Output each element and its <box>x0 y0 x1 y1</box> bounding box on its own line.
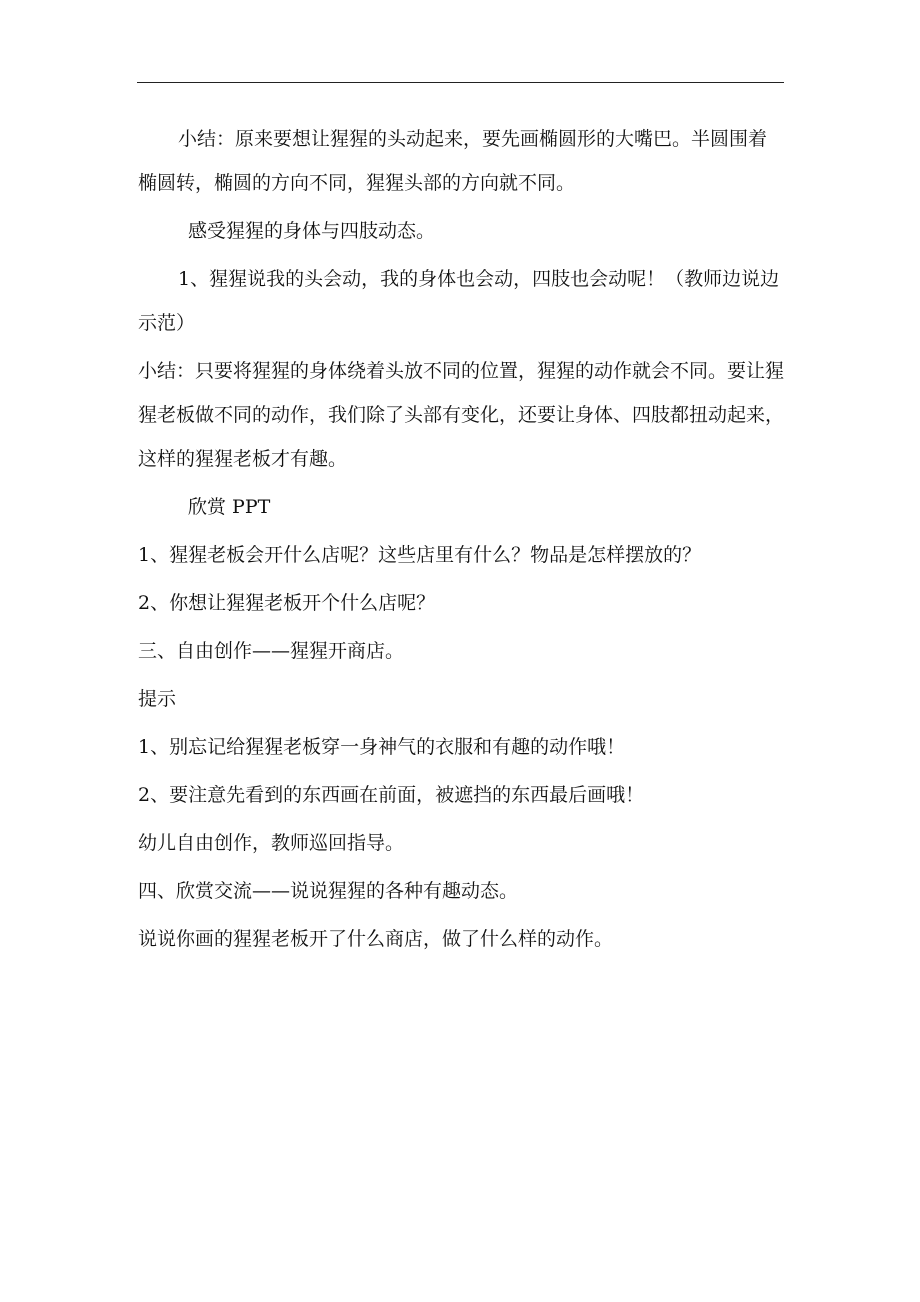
section-heading-tips: 提示 <box>138 688 177 710</box>
summary-paragraph-head: 小结：原来要想让猩猩的头动起来，要先画椭圆形的大嘴巴。半圆围着椭圆转，椭圆的方向不同，猩猩头部的方向就不同。 <box>138 128 768 194</box>
document-body <box>138 117 784 961</box>
header-rule <box>137 82 784 83</box>
section-heading-free-creation: 三、自由创作——猩猩开商店。 <box>138 640 405 662</box>
paragraph-describe-drawing: 说说你画的猩猩老板开了什么商店，做了什么样的动作。 <box>138 928 614 950</box>
section-heading-ppt: 欣赏 PPT <box>188 496 271 518</box>
list-item-tip-order: 2、要注意先看到的东西画在前面，被遮挡的东西最后画哦！ <box>138 784 645 806</box>
section-heading-appreciation: 四、欣赏交流——说说猩猩的各种有趣动态。 <box>138 880 519 902</box>
summary-paragraph-body: 小结：只要将猩猩的身体绕着头放不同的位置，猩猩的动作就会不同。要让猩猩老板做不同的动作，我们除了头部有变化，还要让身体、四肢都扭动起来，这样的猩猩老板才有趣。 <box>138 360 785 470</box>
list-item-tip-clothes: 1、别忘记给猩猩老板穿一身神气的衣服和有趣的动作哦！ <box>138 736 626 758</box>
list-item-shop-question: 1、猩猩老板会开什么店呢？这些店里有什么？物品是怎样摆放的？ <box>138 544 702 566</box>
section-heading-body-limbs: 感受猩猩的身体与四肢动态。 <box>188 220 436 242</box>
list-item-demo: 1、猩猩说我的头会动，我的身体也会动，四肢也会动呢！（教师边说边示范） <box>138 268 780 334</box>
paragraph-children-create: 幼儿自由创作，教师巡回指导。 <box>138 832 405 854</box>
list-item-your-shop: 2、你想让猩猩老板开个什么店呢？ <box>138 592 436 614</box>
